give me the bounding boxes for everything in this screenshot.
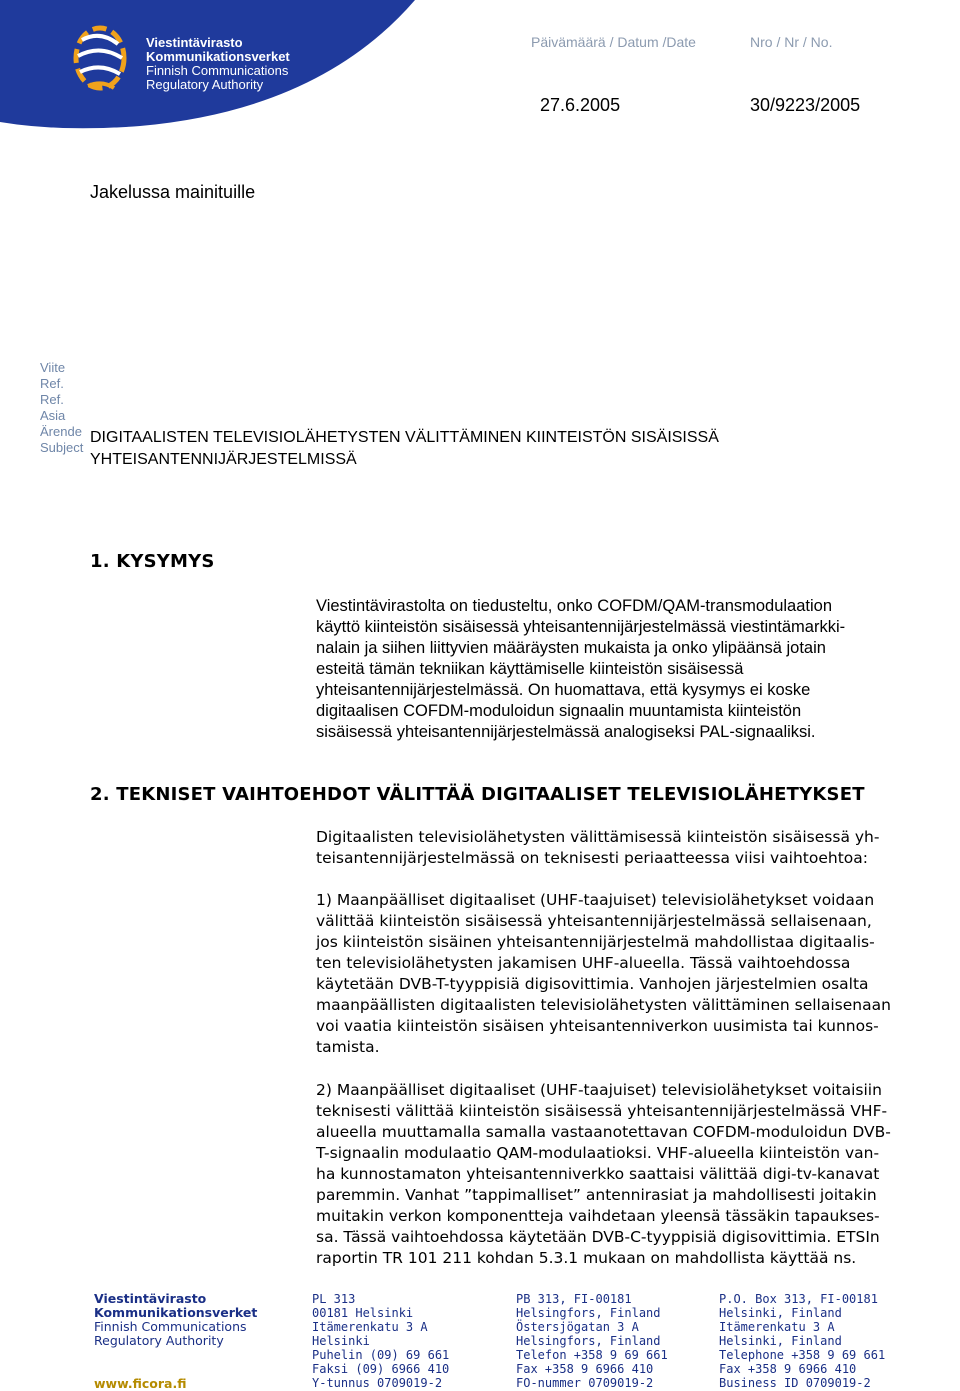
label-ref-1: Ref. xyxy=(40,376,64,391)
paragraph-line: käyttö kiinteistön sisäisessä yhteisantennijärjestelmässä viestintämarkki- xyxy=(316,618,846,636)
footer-line: Telephone +358 9 69 661 xyxy=(719,1348,886,1362)
paragraph-line: Digitaalisten televisiolähetysten välittämisessä kiinteistön sisäisessä yh- xyxy=(316,828,880,846)
logo-line-1: Viestintävirasto xyxy=(146,35,243,50)
footer-line: FO-nummer 0709019-2 xyxy=(516,1376,654,1390)
paragraph-line: 2) Maanpäälliset digitaaliset (UHF-taajuiset) televisiolähetykset voitaisiin xyxy=(316,1081,882,1099)
footer-line: Faksi (09) 6966 410 xyxy=(312,1362,450,1376)
footer-line: Helsinki, Finland xyxy=(719,1334,842,1348)
paragraph-line: digitaalisen COFDM-moduloidun signaalin muuntamista kiinteistön xyxy=(316,702,802,720)
footer-org-name: Kommunikationsverket xyxy=(94,1305,258,1320)
paragraph-line: Viestintävirastolta on tiedusteltu, onko COFDM/QAM-transmodulaation xyxy=(316,597,833,615)
footer-line: Helsinki, Finland xyxy=(719,1306,842,1320)
number-value: 30/9223/2005 xyxy=(750,95,861,115)
paragraph-line: raportin TR 101 211 kohdan 5.3.1 mukaan on mahdollista käyttää ns. xyxy=(316,1249,857,1267)
paragraph-line: muitakin verkon komponentteja vaihdetaan yleensä tässäkin tapaukses- xyxy=(316,1207,880,1225)
footer-org-name: Regulatory Authority xyxy=(94,1333,224,1348)
footer-line: PL 313 xyxy=(312,1292,356,1306)
footer-line: Itämerenkatu 3 A xyxy=(719,1320,835,1334)
option-2-paragraph xyxy=(316,1080,960,1269)
paragraph-line: maanpäällisten digitaalisten televisiolähetysten välittäminen sellaisenaan xyxy=(316,996,891,1014)
paragraph-line: ten televisiolähetysten jakamisen UHF-alueella. Tässä vaihtoehdossa xyxy=(316,954,851,972)
paragraph-line: sa. Tässä vaihtoehdossa käytetään DVB-C-tyyppisiä digisovittimia. ETSIn xyxy=(316,1228,880,1246)
footer-line: Helsingfors, Finland xyxy=(516,1306,661,1320)
footer-finnish-address xyxy=(312,1292,449,1390)
logo-line-4: Regulatory Authority xyxy=(146,77,264,92)
paragraph-line: sisäisessä yhteisantennijärjestelmässä analogiseksi PAL-signaaliksi. xyxy=(316,723,816,741)
footer-line: Fax +358 9 6966 410 xyxy=(516,1362,654,1376)
footer-line: Puhelin (09) 69 661 xyxy=(312,1348,450,1362)
footer-line: Business ID 0709019-2 xyxy=(719,1376,871,1390)
footer-organization xyxy=(94,1292,257,1348)
section-2-heading: 2. TEKNISET VAIHTOEHDOT VÄLITTÄÄ DIGITAALISET TELEVISIOLÄHETYKSET xyxy=(90,784,865,805)
footer-line: Fax +358 9 6966 410 xyxy=(719,1362,857,1376)
paragraph-line: esteitä tämän tekniikan käyttämiselle kiinteistön sisäisessä xyxy=(316,660,744,678)
paragraph-line: T-signaalin modulaatio QAM-modulaatioksi. VHF-alueella kiinteistön van- xyxy=(316,1144,880,1162)
subject-line-2: YHTEISANTENNIJÄRJESTELMISSÄ xyxy=(90,451,357,468)
paragraph-line: käytetään DVB-T-tyyppisiä digisovittimia. Vanhojen järjestelmien osalta xyxy=(316,975,869,993)
paragraph-line: ha kunnostamaton yhteisantenniverkko saattaisi välittää digi-tv-kanavat xyxy=(316,1165,880,1183)
footer-line: PB 313, FI-00181 xyxy=(516,1292,632,1306)
footer-line: Östersjögatan 3 A xyxy=(516,1320,639,1334)
recipient: Jakelussa mainituille xyxy=(90,182,256,202)
label-subject: Subject xyxy=(40,440,84,455)
footer-line: 00181 Helsinki xyxy=(312,1306,414,1320)
footer-line: Helsinki xyxy=(312,1334,370,1348)
footer-line: Helsingfors, Finland xyxy=(516,1334,661,1348)
website-link[interactable]: www.ficora.fi xyxy=(94,1376,187,1391)
footer-swedish-address xyxy=(516,1292,668,1390)
paragraph-line: alueella muuttamalla samalla vastaanotettavan COFDM-moduloidun DVB- xyxy=(316,1123,891,1141)
label-viite: Viite xyxy=(40,360,66,375)
section-1-heading: 1. KYSYMYS xyxy=(90,551,215,572)
paragraph-line: välittää kiinteistön sisäisessä yhteisantennijärjestelmässä sellaisenaan, xyxy=(316,912,872,930)
footer-org-name: Finnish Communications xyxy=(94,1319,247,1334)
paragraph-line: teisantennijärjestelmässä on teknisesti periaatteessa viisi vaihtoehtoa: xyxy=(316,849,868,867)
paragraph-line: teknisesti välittää kiinteistön sisäisessä yhteisantennijärjestelmässä VHF- xyxy=(316,1102,888,1120)
footer-line: P.O. Box 313, FI-00181 xyxy=(719,1292,878,1306)
footer-english-address xyxy=(719,1292,885,1390)
date-value: 27.6.2005 xyxy=(540,95,621,115)
paragraph-line: yhteisantennijärjestelmässä. On huomattava, että kysymys ei koske xyxy=(316,681,811,699)
paragraph-line: jos kiinteistön sisäinen yhteisantennijärjestelmä mahdollistaa digitaalis- xyxy=(316,933,875,951)
footer-line: Itämerenkatu 3 A xyxy=(312,1320,428,1334)
logo-line-2: Kommunikationsverket xyxy=(146,49,290,64)
option-1-paragraph xyxy=(316,890,960,1058)
label-asia: Asia xyxy=(40,408,66,423)
label-arende: Ärende xyxy=(40,424,82,439)
subject-line-1: DIGITAALISTEN TELEVISIOLÄHETYSTEN VÄLITTÄMINEN KIINTEISTÖN SISÄISISSÄ xyxy=(90,429,719,446)
paragraph-line: 1) Maanpäälliset digitaaliset (UHF-taajuiset) televisiolähetykset voidaan xyxy=(316,891,875,909)
number-label: Nro / Nr / No. xyxy=(750,34,833,50)
footer-line: Y-tunnus 0709019-2 xyxy=(312,1376,443,1390)
label-ref-2: Ref. xyxy=(40,392,64,407)
paragraph-line: paremmin. Vanhat ”tappimalliset” antennirasiat ja mahdollisesti joitakin xyxy=(316,1186,877,1204)
footer-line: Telefon +358 9 69 661 xyxy=(516,1348,668,1362)
paragraph-line: tamista. xyxy=(316,1038,380,1056)
section-1-paragraph xyxy=(316,596,960,743)
footer-org-name: Viestintävirasto xyxy=(94,1291,207,1306)
logo-line-3: Finnish Communications xyxy=(146,63,289,78)
date-label: Päivämäärä / Datum /Date xyxy=(531,34,696,50)
paragraph-line: nalain ja siihen liittyvien määräysten mukaista ja onko ylipäänsä jotain xyxy=(316,639,826,657)
section-2-intro xyxy=(316,827,960,869)
paragraph-line: voi vaatia kiinteistön sisäisen yhteisantenniverkon uusimista tai kunnos- xyxy=(316,1017,879,1035)
